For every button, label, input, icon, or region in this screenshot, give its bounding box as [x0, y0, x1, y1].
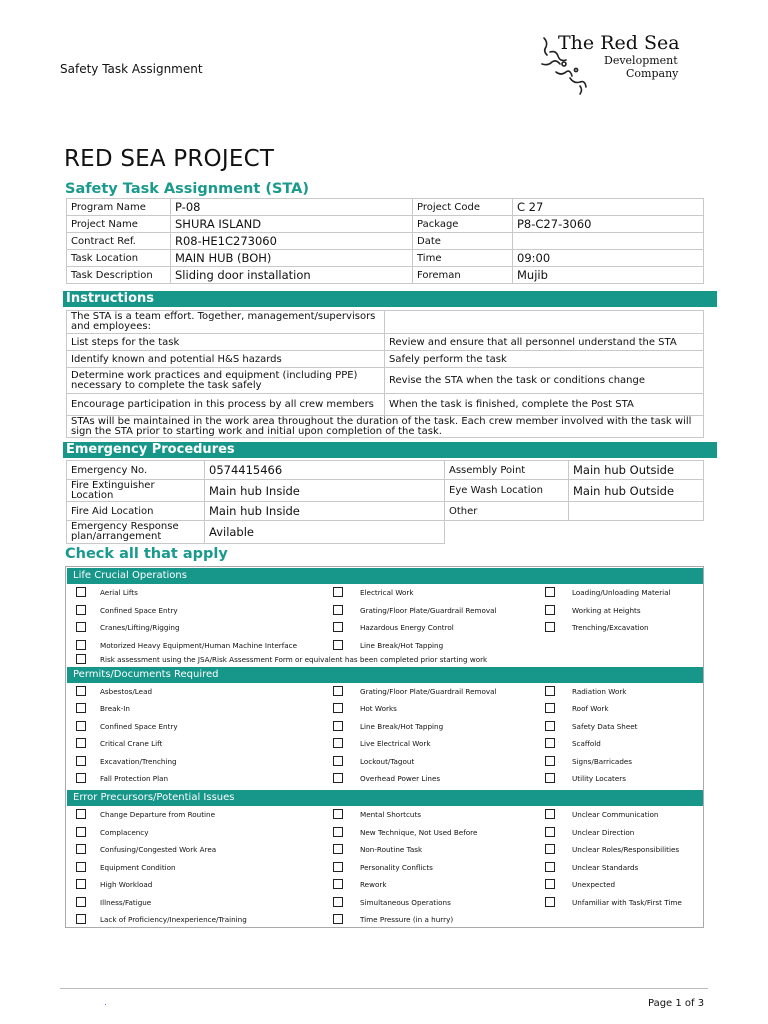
- project-code-label: Project Code: [413, 199, 513, 216]
- emergency-no-label: Emergency No.: [67, 461, 205, 480]
- instructions-heading: Instructions: [63, 291, 717, 307]
- check-label-hot-works: Hot Works: [360, 704, 397, 714]
- foreman-field[interactable]: Mujib: [513, 267, 704, 284]
- checkbox-unclear-standards[interactable]: [545, 862, 555, 872]
- check-label-high-workload: High Workload: [100, 880, 153, 889]
- emergency-heading: Emergency Procedures: [63, 442, 717, 458]
- checkbox-lockout-tagout[interactable]: [333, 756, 343, 766]
- checkbox-critical-crane-lift[interactable]: [76, 738, 86, 748]
- check-label-signs-barricades: Signs/Barricades: [572, 756, 633, 766]
- checkbox-utility-locaters[interactable]: [545, 773, 555, 783]
- checkbox-aerial-lifts[interactable]: [76, 587, 86, 597]
- checkbox-complacency[interactable]: [76, 827, 86, 837]
- checkbox-asbestos-lead[interactable]: [76, 686, 86, 696]
- other-label: Other: [445, 502, 569, 521]
- check-label-unclear-direction: Unclear Direction: [572, 827, 635, 837]
- time-label: Time: [413, 250, 513, 267]
- check-label-fall-protection-plan: Fall Protection Plan: [100, 774, 169, 783]
- checklist-panel: [65, 566, 704, 928]
- page-number: Page 1 of 3: [648, 998, 705, 1009]
- checkbox-roof-work[interactable]: [545, 703, 555, 713]
- check-label-asbestos-lead: Asbestos/Lead: [100, 687, 153, 696]
- task-description-field[interactable]: Sliding door installation: [171, 267, 413, 284]
- program-name-field[interactable]: P-08: [171, 199, 413, 216]
- check-label-equipment-condition: Equipment Condition: [100, 862, 176, 872]
- contract-ref-label: Contract Ref.: [67, 233, 171, 250]
- instruction-left-3: Determine work practices and equipment (including PPE) necessary to complete the task safely: [67, 368, 385, 394]
- date-field[interactable]: [513, 233, 704, 250]
- time-field[interactable]: 09:00: [513, 250, 704, 267]
- checkbox-non-routine-task[interactable]: [333, 844, 343, 854]
- header-document-title: Safety Task Assignment: [60, 62, 203, 76]
- date-label: Date: [413, 233, 513, 250]
- package-field[interactable]: P8-C27-3060: [513, 216, 704, 233]
- check-label-grating-floor-plate-guardrail-removal: Grating/Floor Plate/Guardrail Removal: [360, 605, 497, 615]
- checkbox-grating-floor-plate-guardrail-removal[interactable]: [333, 686, 343, 696]
- checkbox-signs-barricades[interactable]: [545, 756, 555, 766]
- check-label-unexpected: Unexpected: [572, 880, 616, 889]
- check-label-grating-floor-plate-guardrail-removal: Grating/Floor Plate/Guardrail Removal: [360, 687, 497, 696]
- check-label-confined-space-entry: Confined Space Entry: [100, 721, 178, 731]
- assembly-point-label: Assembly Point: [445, 461, 569, 480]
- check-label-utility-locaters: Utility Locaters: [572, 774, 626, 783]
- checkbox-hazardous-energy-control[interactable]: [333, 622, 343, 632]
- first-aid-label: Fire Aid Location: [67, 502, 205, 521]
- check-label-electrical-work: Electrical Work: [360, 588, 414, 597]
- check-label-confusing-congested-work-area: Confusing/Congested Work Area: [100, 845, 217, 854]
- checkbox-mental-shortcuts[interactable]: [333, 809, 343, 819]
- package-label: Package: [413, 216, 513, 233]
- check-label-excavation-trenching: Excavation/Trenching: [100, 756, 177, 766]
- fire-extinguisher-label: Fire Extinguisher Location: [67, 480, 205, 502]
- response-plan-field[interactable]: Avilable: [205, 521, 445, 544]
- eye-wash-field[interactable]: Main hub Outside: [569, 480, 704, 502]
- checkbox-loading-unloading-material[interactable]: [545, 587, 555, 597]
- instructions-intro: The STA is a team effort. Together, management/supervisors and employees:: [67, 311, 385, 334]
- check-label-illness-fatigue: Illness/Fatigue: [100, 897, 152, 907]
- footer-dot: .: [104, 998, 107, 1008]
- check-label-break-in: Break-In: [100, 704, 130, 714]
- check-label-working-at-heights: Working at Heights: [572, 605, 641, 615]
- error-precursors-heading: Error Precursors/Potential Issues: [67, 790, 703, 806]
- checkbox-new-technique-not-used-before[interactable]: [333, 827, 343, 837]
- checkbox-confined-space-entry[interactable]: [76, 605, 86, 615]
- instruction-left-1: List steps for the task: [67, 334, 385, 351]
- check-label-non-routine-task: Non-Routine Task: [360, 845, 423, 854]
- checkbox-unclear-communication[interactable]: [545, 809, 555, 819]
- instructions-footer: STAs will be maintained in the work area throughout the duration of the task. Each crew member involved with the task will sign the STA prior to starting work and initial upon completion of the task.: [67, 416, 704, 438]
- checkbox-line-break-hot-tapping[interactable]: [333, 640, 343, 650]
- check-label-aerial-lifts: Aerial Lifts: [100, 588, 138, 597]
- checkbox-simultaneous-operations[interactable]: [333, 897, 343, 907]
- company-logo: [536, 32, 706, 98]
- checkbox-lack-of-proficiency-inexperience-training[interactable]: [76, 914, 86, 924]
- check-label-radiation-work: Radiation Work: [572, 687, 627, 696]
- check-label-change-departure-from-routine: Change Departure from Routine: [100, 810, 215, 819]
- task-location-label: Task Location: [67, 250, 171, 267]
- emergency-table: [66, 460, 704, 544]
- checkbox-scaffold[interactable]: [545, 738, 555, 748]
- checkbox-hot-works[interactable]: [333, 703, 343, 713]
- check-label-unclear-standards: Unclear Standards: [572, 862, 639, 872]
- first-aid-field[interactable]: Main hub Inside: [205, 502, 445, 521]
- check-label-simultaneous-operations: Simultaneous Operations: [360, 897, 451, 907]
- checkbox-confusing-congested-work-area[interactable]: [76, 844, 86, 854]
- check-label-scaffold: Scaffold: [572, 739, 601, 749]
- task-description-label: Task Description: [67, 267, 171, 284]
- checkbox-unfamiliar-with-task-first-time[interactable]: [545, 897, 555, 907]
- checkbox-change-departure-from-routine[interactable]: [76, 809, 86, 819]
- checkbox-time-pressure-in-a-hurry[interactable]: [333, 914, 343, 924]
- instructions-table: [66, 310, 704, 438]
- check-label-unfamiliar-with-task-first-time: Unfamiliar with Task/First Time: [572, 897, 682, 907]
- sta-heading: Safety Task Assignment (STA): [65, 181, 310, 197]
- instruction-right-3: Revise the STA when the task or conditions change: [385, 368, 704, 394]
- instruction-left-2: Identify known and potential H&S hazards: [67, 351, 385, 368]
- check-label-mental-shortcuts: Mental Shortcuts: [360, 810, 422, 819]
- assembly-point-field[interactable]: Main hub Outside: [569, 461, 704, 480]
- check-label-roof-work: Roof Work: [572, 704, 609, 714]
- checkbox-electrical-work[interactable]: [333, 587, 343, 597]
- checkbox-overhead-power-lines[interactable]: [333, 773, 343, 783]
- check-label-unclear-communication: Unclear Communication: [572, 810, 659, 819]
- checkbox-confined-space-entry[interactable]: [76, 721, 86, 731]
- checkbox-trenching-excavation[interactable]: [545, 622, 555, 632]
- permits-heading: Permits/Documents Required: [67, 667, 703, 683]
- checkbox-excavation-trenching[interactable]: [76, 756, 86, 766]
- checkbox-high-workload[interactable]: [76, 879, 86, 889]
- life-crucial-heading: Life Crucial Operations: [67, 568, 703, 584]
- check-label-line-break-hot-tapping: Line Break/Hot Tapping: [360, 640, 444, 650]
- check-label-new-technique-not-used-before: New Technique, Not Used Before: [360, 827, 478, 837]
- fire-extinguisher-field[interactable]: Main hub Inside: [205, 480, 445, 502]
- instruction-left-4: Encourage participation in this process by all crew members: [67, 394, 385, 416]
- checkbox-break-in[interactable]: [76, 703, 86, 713]
- task-location-field[interactable]: MAIN HUB (BOH): [171, 250, 413, 267]
- project-title: RED SEA PROJECT: [64, 146, 275, 172]
- project-name-label: Project Name: [67, 216, 171, 233]
- check-label-overhead-power-lines: Overhead Power Lines: [360, 774, 441, 783]
- check-label-loading-unloading-material: Loading/Unloading Material: [572, 588, 671, 597]
- checkbox-line-break-hot-tapping[interactable]: [333, 721, 343, 731]
- logo-line-3: Company: [626, 67, 679, 80]
- check-label-trenching-excavation: Trenching/Excavation: [572, 623, 649, 632]
- project-name-field[interactable]: SHURA ISLAND: [171, 216, 413, 233]
- checkbox-fall-protection-plan[interactable]: [76, 773, 86, 783]
- checkbox-working-at-heights[interactable]: [545, 605, 555, 615]
- check-label-line-break-hot-tapping: Line Break/Hot Tapping: [360, 721, 444, 731]
- check-label-unclear-roles-responsibilities: Unclear Roles/Responsibilities: [572, 845, 680, 854]
- check-label-safety-data-sheet: Safety Data Sheet: [572, 721, 638, 731]
- checkbox-personality-conflicts[interactable]: [333, 862, 343, 872]
- checkbox-unexpected[interactable]: [545, 879, 555, 889]
- checkbox-grating-floor-plate-guardrail-removal[interactable]: [333, 605, 343, 615]
- other-field[interactable]: [569, 502, 704, 521]
- response-plan-label: Emergency Response plan/arrangement: [67, 521, 205, 544]
- checkbox-cranes-lifting-rigging[interactable]: [76, 622, 86, 632]
- foreman-label: Foreman: [413, 267, 513, 284]
- checkbox-live-electrical-work[interactable]: [333, 738, 343, 748]
- check-label-cranes-lifting-rigging: Cranes/Lifting/Rigging: [100, 623, 180, 632]
- check-label-live-electrical-work: Live Electrical Work: [360, 739, 431, 749]
- checkbox-radiation-work[interactable]: [545, 686, 555, 696]
- check-label-lockout-tagout: Lockout/Tagout: [360, 756, 415, 766]
- checkbox-equipment-condition[interactable]: [76, 862, 86, 872]
- check-label-time-pressure-in-a-hurry: Time Pressure (in a hurry): [360, 915, 454, 924]
- program-name-label: Program Name: [67, 199, 171, 216]
- instruction-right-4: When the task is finished, complete the Post STA: [385, 394, 704, 416]
- logo-line-1: The Red Sea: [558, 32, 680, 54]
- checkbox-risk-assessment-using-the-jsa-risk-assessment-form-or-equivalent-has-been-completed-prior-starting-work[interactable]: [76, 654, 86, 664]
- check-label-personality-conflicts: Personality Conflicts: [360, 862, 433, 872]
- check-label-confined-space-entry: Confined Space Entry: [100, 605, 178, 615]
- logo-line-2: Development: [604, 54, 678, 67]
- check-label-rework: Rework: [360, 880, 387, 889]
- eye-wash-label: Eye Wash Location: [445, 480, 569, 502]
- emergency-no-field[interactable]: 0574415466: [205, 461, 445, 480]
- contract-ref-field[interactable]: R08-HE1C273060: [171, 233, 413, 250]
- check-label-motorized-heavy-equipment-human-machine-interface: Motorized Heavy Equipment/Human Machine Interface: [100, 640, 298, 650]
- check-label-risk-assessment-using-the-jsa-risk-assessment-form-or-equivalent-has-been-completed-prior-starting-work: Risk assessment using the JSA/Risk Assessment Form or equivalent has been completed prior starting work: [100, 655, 488, 664]
- footer-divider: [60, 988, 708, 989]
- instruction-right-1: Review and ensure that all personnel understand the STA: [385, 334, 704, 351]
- check-label-critical-crane-lift: Critical Crane Lift: [100, 739, 163, 749]
- check-label-complacency: Complacency: [100, 827, 149, 837]
- checkbox-unclear-direction[interactable]: [545, 827, 555, 837]
- checkbox-illness-fatigue[interactable]: [76, 897, 86, 907]
- checklist-heading: Check all that apply: [65, 546, 228, 562]
- checkbox-safety-data-sheet[interactable]: [545, 721, 555, 731]
- instruction-right-2: Safely perform the task: [385, 351, 704, 368]
- task-info-table: [66, 198, 704, 284]
- check-label-hazardous-energy-control: Hazardous Energy Control: [360, 623, 454, 632]
- checkbox-motorized-heavy-equipment-human-machine-interface[interactable]: [76, 640, 86, 650]
- project-code-field[interactable]: C 27: [513, 199, 704, 216]
- checkbox-rework[interactable]: [333, 879, 343, 889]
- checkbox-unclear-roles-responsibilities[interactable]: [545, 844, 555, 854]
- check-label-lack-of-proficiency-inexperience-training: Lack of Proficiency/Inexperience/Training: [100, 915, 247, 924]
